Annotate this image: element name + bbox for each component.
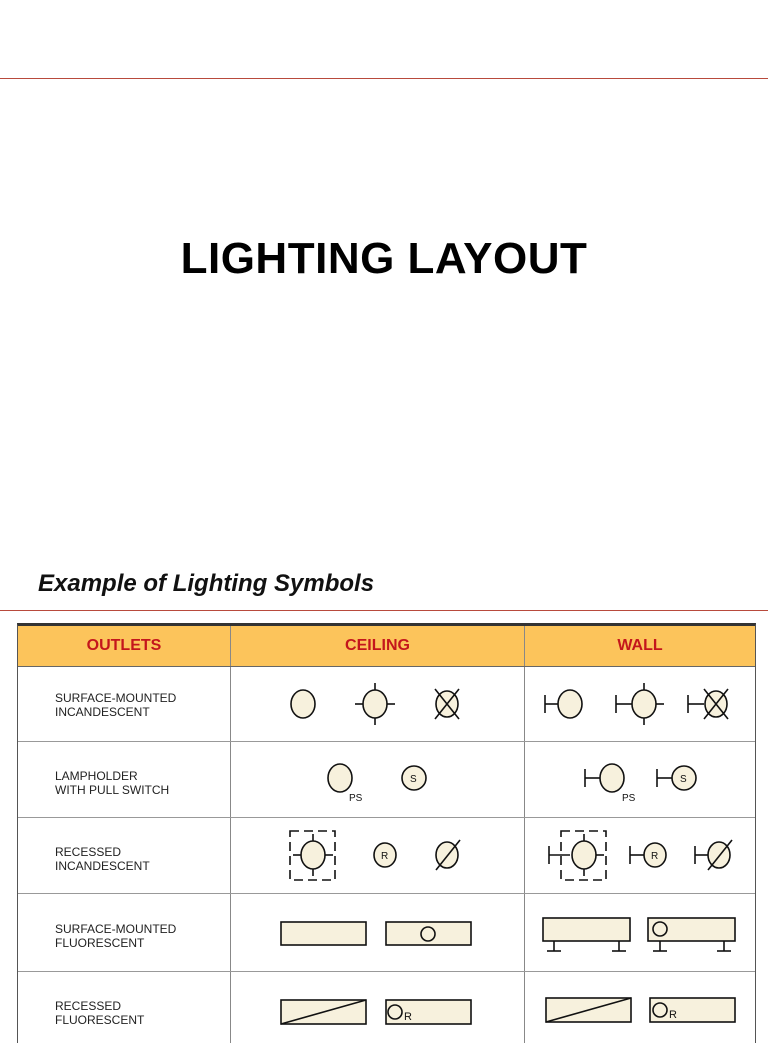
section-title: Example of Lighting Symbols xyxy=(38,570,375,597)
surface-fluorescent-icon xyxy=(281,922,366,945)
header-outlets-label: OUTLETS xyxy=(86,637,162,654)
wall-recessed-fluorescent-icon xyxy=(546,998,631,1022)
ceiling-blanked-outlet-icon xyxy=(435,689,459,719)
slide-title: LIGHTING LAYOUT xyxy=(180,234,588,283)
wall-recessed-junction-outlet-icon xyxy=(549,831,606,880)
s-label: S xyxy=(680,774,687,785)
header-ceiling-label: CEILING xyxy=(345,637,410,654)
wall-blanked-outlet-icon xyxy=(688,689,728,719)
r-label: R xyxy=(669,1009,677,1021)
ps-label: PS xyxy=(622,793,636,804)
wall-junction-outlet-icon xyxy=(616,683,664,725)
ps-label: PS xyxy=(349,793,363,804)
lighting-symbols-table xyxy=(17,623,756,1043)
ceiling-junction-outlet-icon xyxy=(355,683,395,725)
ceiling-outlet-icon xyxy=(291,690,315,718)
wall-outlet-icon xyxy=(545,690,582,718)
section-rule xyxy=(0,610,768,611)
wall-recessed-fluorescent-outlet-icon xyxy=(650,998,735,1022)
surface-fluorescent-outlet-icon xyxy=(386,922,471,945)
row-label-surface-fluorescent: SURFACE-MOUNTED FLUORESCENT xyxy=(55,922,177,950)
wall-surface-fluorescent-outlet-icon xyxy=(648,918,735,951)
wall-recessed-blanked-outlet-icon xyxy=(695,840,732,870)
row-label-surface-incandescent: SURFACE-MOUNTED INCANDESCENT xyxy=(55,691,177,719)
wall-surface-fluorescent-icon xyxy=(543,918,630,951)
row-label-lampholder: LAMPHOLDER WITH PULL SWITCH xyxy=(55,769,170,797)
s-label: S xyxy=(410,774,417,785)
row-label-recessed-fluorescent: RECESSED FLUORESCENT xyxy=(55,999,145,1027)
r-label: R xyxy=(381,851,389,862)
header-wall-label: WALL xyxy=(617,637,663,654)
r-label: R xyxy=(404,1011,412,1023)
wall-lampholder-switch-icon xyxy=(657,766,696,790)
top-rule xyxy=(0,78,768,79)
recessed-fluorescent-icon xyxy=(281,1000,366,1024)
recessed-junction-outlet-icon xyxy=(290,831,335,880)
recessed-fluorescent-outlet-icon xyxy=(386,1000,471,1024)
r-label: R xyxy=(651,851,659,862)
wall-recessed-outlet-icon xyxy=(630,843,666,867)
symbols-layer xyxy=(18,626,757,1046)
lampholder-pull-switch-icon xyxy=(328,764,352,792)
wall-lampholder-pull-switch-icon xyxy=(585,764,624,792)
row-label-recessed-incandescent: RECESSED INCANDESCENT xyxy=(55,845,150,873)
recessed-blanked-outlet-icon xyxy=(436,840,460,870)
